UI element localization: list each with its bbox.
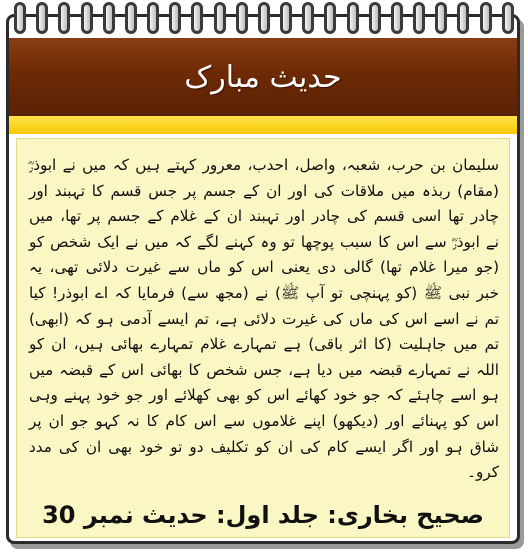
hadith-text: سلیمان بن حرب، شعبہ، واصل، احدب، معرور کہتے ہیں کہ میں نے ابوذرؓ (مقام) ربذہ میں ملاقات کی اور ان کے جسم پر جس قسم کا تہبند اور چادر تھا اسی قسم کی چادر اور تہبند ان کے غلام کے جسم پر تھا، میں نے ابوذرؓ سے اس کا سبب پوچھا تو وہ کہنے لگے کہ میں نے ایک شخص کو (جو میرا غلام تھا) گالی دی یعنی اس کو ماں سے غیرت دلائی تھی، یہ خبر نبی ﷺ (کو پہنچی تو آپ ﷺ) نے (مجھ سے) فرمایا کہ اے ابوذر! کیا تم نے اسے اس کی ماں کی غیرت دلائی ہے، تم ایسے آدمی ہو کہ (ابھی) تم میں جاہلیت (کا اثر باقی) ہے تمہارے غلام تمہارے بھائی ہیں، ان کو اللہ نے تمہارے قبضہ میں دیا ہے، جس شخص کا بھائی اس کے قبضہ میں ہو اسے چاہئے کہ جو خود کھائے اس کو بھی کھلائے اور جو خود پہنے وہی اس کو پہنائے اور (دیکھو) اپنے غلاموں سے اس کام کا نہ کہو جو ان پر شاق ہو اور اگر ایسے کام کی ان کو تکلیف دو تو خود بھی ان کی مدد کرو۔ — [29, 156, 499, 482]
title-banner — [9, 38, 517, 116]
page-title: حدیث مبارک — [184, 59, 342, 95]
hadith-card — [6, 14, 520, 544]
content-panel — [16, 138, 510, 538]
hadith-reference: صحیح بخاری: جلد اول: حدیث نمبر 30 — [42, 501, 484, 529]
yellow-divider — [9, 116, 517, 134]
